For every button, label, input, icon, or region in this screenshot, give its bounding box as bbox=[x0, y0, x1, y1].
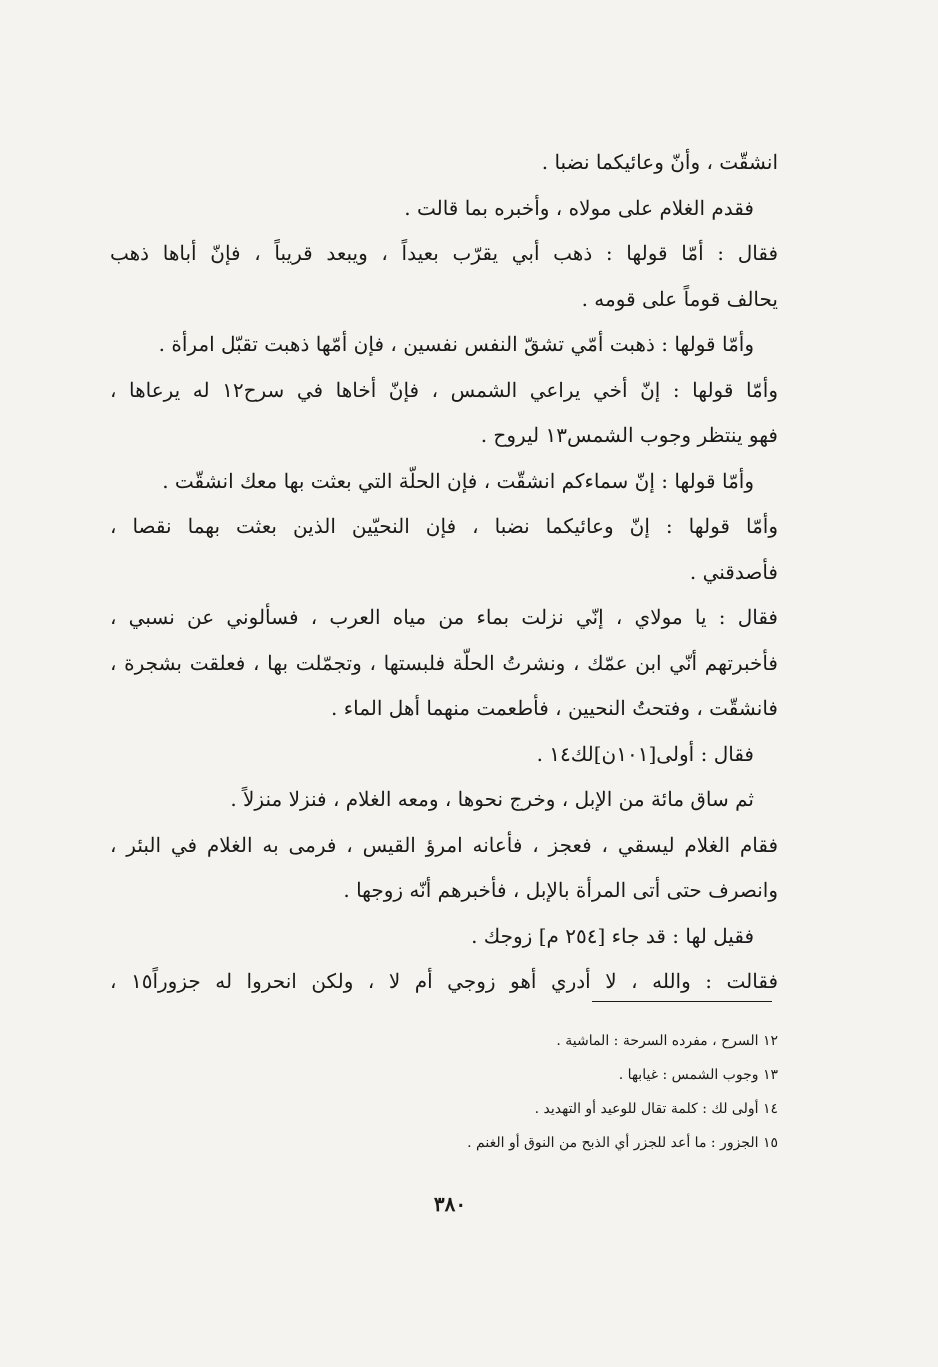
footnote: ١٥ الجزور : ما أعد للجزر أي الذبح من النوق أو الغنم . bbox=[467, 1135, 778, 1151]
page-number: ٣٨٠ bbox=[433, 1192, 467, 1216]
footnotes bbox=[278, 1024, 778, 1160]
text-line: فقام الغلام ليسقي ، فعجز ، فأعانه امرؤ القيس ، فرمى به الغلام في البئر ، bbox=[110, 832, 778, 857]
text-line: فقدم الغلام على مولاه ، وأخبره بما قالت . bbox=[404, 195, 754, 220]
footnote: ١٢ السرح ، مفرده السرحة : الماشية . bbox=[556, 1033, 778, 1049]
text-line: فقال : أولى[١٠١ن]لك١٤ . bbox=[536, 741, 754, 766]
text-line: فقال : يا مولاي ، إنّي نزلت بماء من مياه العرب ، فسألوني عن نسبي ، bbox=[110, 605, 778, 629]
text-line: ثم ساق مائة من الإبل ، وخرج نحوها ، ومعه الغلام ، فنزلا منزلاً . bbox=[230, 787, 754, 811]
text-line: يحالف قوماً على قومه . bbox=[581, 286, 778, 311]
body-text bbox=[110, 140, 778, 1005]
text-line: وأمّا قولها : إنّ أخي يراعي الشمس ، فإنّ أخاها في سرح١٢ له يرعاها ، bbox=[110, 377, 778, 402]
text-line: فأخبرتهم أنّي ابن عمّك ، ونشرتُ الحلّة فلبستها ، وتجمّلت بها ، فعلقت بشجرة ، bbox=[110, 650, 778, 675]
text-line: وأمّا قولها : ذهبت أمّي تشقّ النفس نفسين ، فإن أمّها ذهبت تقبّل امرأة . bbox=[158, 332, 754, 356]
text-line: فقال : أمّا قولها : ذهب أبي يقرّب بعيداً ، ويبعد قريباً ، فإنّ أباها ذهب bbox=[110, 241, 778, 265]
footnote: ١٣ وجوب الشمس : غيابها . bbox=[618, 1067, 778, 1083]
footnote: ١٤ أولى لك : كلمة تقال للوعيد أو التهديد . bbox=[534, 1101, 778, 1117]
text-line: فقيل لها : قد جاء [٢٥٤ م] زوجك . bbox=[471, 923, 754, 948]
text-line: وانصرف حتى أتى المرأة بالإبل ، فأخبرهم أنّه زوجها . bbox=[343, 878, 778, 902]
text-line: انشقّت ، وأنّ وعائيكما نضبا . bbox=[541, 150, 778, 174]
text-line: وأمّا قولها : إنّ سماءكم انشقّت ، فإن الحلّة التي بعثت بها معك انشقّت . bbox=[162, 468, 754, 493]
text-line: فهو ينتظر وجوب الشمس١٣ ليروح . bbox=[480, 423, 778, 447]
footnote-separator bbox=[592, 1001, 772, 1002]
text-line: فانشقّت ، وفتحتُ النحيين ، فأطعمت منهما أهل الماء . bbox=[330, 696, 778, 720]
text-line: فأصدقني . bbox=[689, 559, 778, 584]
text-line: وأمّا قولها : إنّ وعائيكما نضبا ، فإن النحيّين الذين بعثت بهما نقصا ، bbox=[110, 514, 778, 538]
text-line: فقالت : والله ، لا أدري أهو زوجي أم لا ، ولكن انحروا له جزوراً١٥ ، bbox=[110, 969, 778, 993]
